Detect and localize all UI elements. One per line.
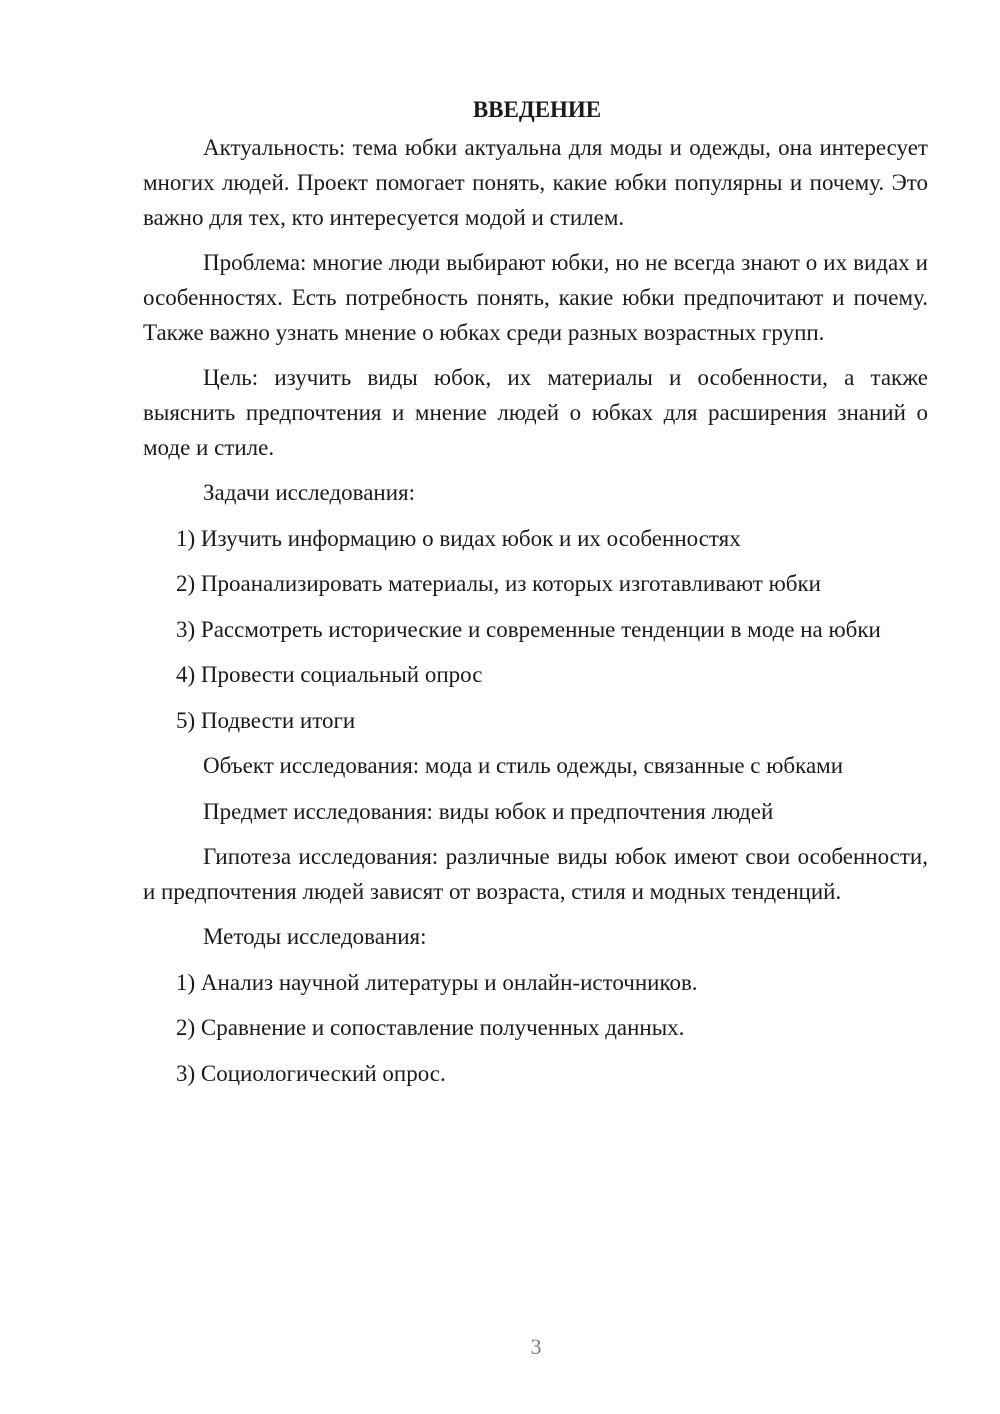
list-item: 3) Рассмотреть исторические и современные тенденции в моде на юбки (176, 616, 881, 642)
list-item: 2) Проанализировать материалы, из которых изготавливают юбки (176, 571, 821, 596)
list-item: 4) Провести социальный опрос (176, 662, 483, 687)
list-item: 1) Анализ научной литературы и онлайн-источников. (176, 969, 698, 995)
problem-paragraph: Проблема: многие люди выбирают юбки, но не всегда знают о их видах и особенностях. Есть потребность понять, какие юбки предпочитают и почему. Также важно узнать мнение о юбках среди разных возрастных групп. (143, 250, 928, 345)
goal-paragraph: Цель: изучить виды юбок, их материалы и особенности, а также выяснить предпочтения и мнение людей о юбках для расширения знаний о моде и стиле. (143, 365, 928, 460)
page-number: 3 (530, 1334, 542, 1359)
tasks-heading: Задачи исследования: (203, 480, 416, 505)
tasks-list (143, 521, 928, 738)
list-item: 2) Сравнение и сопоставление полученных данных. (176, 1015, 685, 1040)
document-page (143, 92, 928, 1101)
section-title: ВВЕДЕНИЕ (472, 97, 602, 122)
research-subject: Предмет исследования: виды юбок и предпочтения людей (203, 798, 774, 824)
list-item: 5) Подвести итоги (176, 707, 356, 733)
list-item: 1) Изучить информацию о видах юбок и их особенностях (176, 525, 741, 551)
relevance-paragraph: Актуальность: тема юбки актуальна для моды и одежды, она интересует многих людей. Проект помогает понять, какие юбки популярны и почему. Это важно для тех, кто интересуется модой и стилем. (143, 135, 928, 230)
research-object: Объект исследования: мода и стиль одежды, связанные с юбками (203, 753, 844, 778)
list-item: 3) Социологический опрос. (176, 1060, 446, 1086)
methods-list (143, 965, 928, 1091)
methods-heading: Методы исследования: (203, 924, 427, 949)
hypothesis-paragraph: Гипотеза исследования: различные виды юбок имеют свои особенности, и предпочтения людей зависят от возраста, стиля и модных тенденций. (143, 844, 928, 904)
